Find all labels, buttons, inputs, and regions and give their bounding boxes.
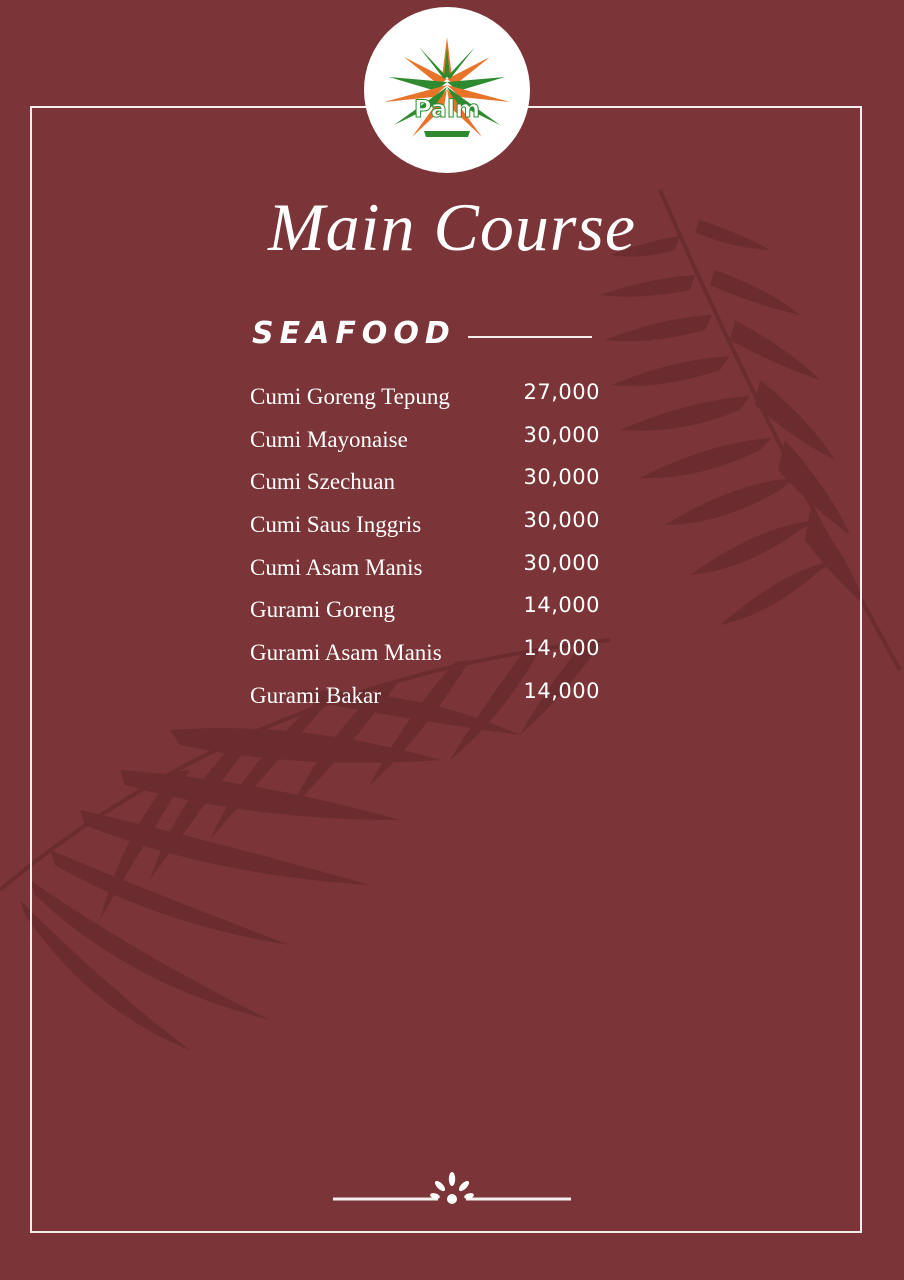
logo — [364, 7, 530, 173]
menu-item — [250, 380, 602, 423]
menu-item — [250, 508, 602, 551]
section-divider — [468, 336, 592, 338]
item-name: Cumi Szechuan — [250, 469, 395, 495]
menu-item — [250, 679, 602, 722]
page-title: Main Course — [268, 189, 636, 265]
item-name: Cumi Asam Manis — [250, 554, 423, 580]
menu-item — [250, 636, 602, 679]
menu-item — [250, 593, 602, 636]
item-price: 30,000 — [523, 550, 600, 575]
item-price: 14,000 — [523, 593, 600, 618]
item-price: 27,000 — [523, 380, 600, 404]
menu-list — [250, 380, 602, 722]
item-name: Cumi Mayonaise — [250, 426, 408, 452]
item-name: Cumi Goreng Tepung — [250, 384, 450, 409]
palm-logo-icon — [364, 7, 530, 173]
item-name: Gurami Bakar — [250, 682, 381, 708]
logo-text: Palm — [413, 95, 481, 123]
item-name: Cumi Saus Inggris — [250, 512, 422, 538]
item-name: Gurami Asam Manis — [250, 640, 442, 666]
item-name: Gurami Goreng — [250, 597, 395, 623]
menu-item — [250, 465, 602, 508]
item-price: 14,000 — [523, 678, 600, 703]
menu-item — [250, 551, 602, 594]
sunburst-ornament-icon — [333, 1168, 571, 1208]
item-price: 30,000 — [523, 508, 600, 533]
item-price: 14,000 — [523, 636, 600, 661]
menu-item — [250, 423, 602, 466]
item-price: 30,000 — [523, 422, 600, 447]
section-heading: SEAFOOD — [252, 316, 456, 351]
item-price: 30,000 — [523, 465, 600, 490]
